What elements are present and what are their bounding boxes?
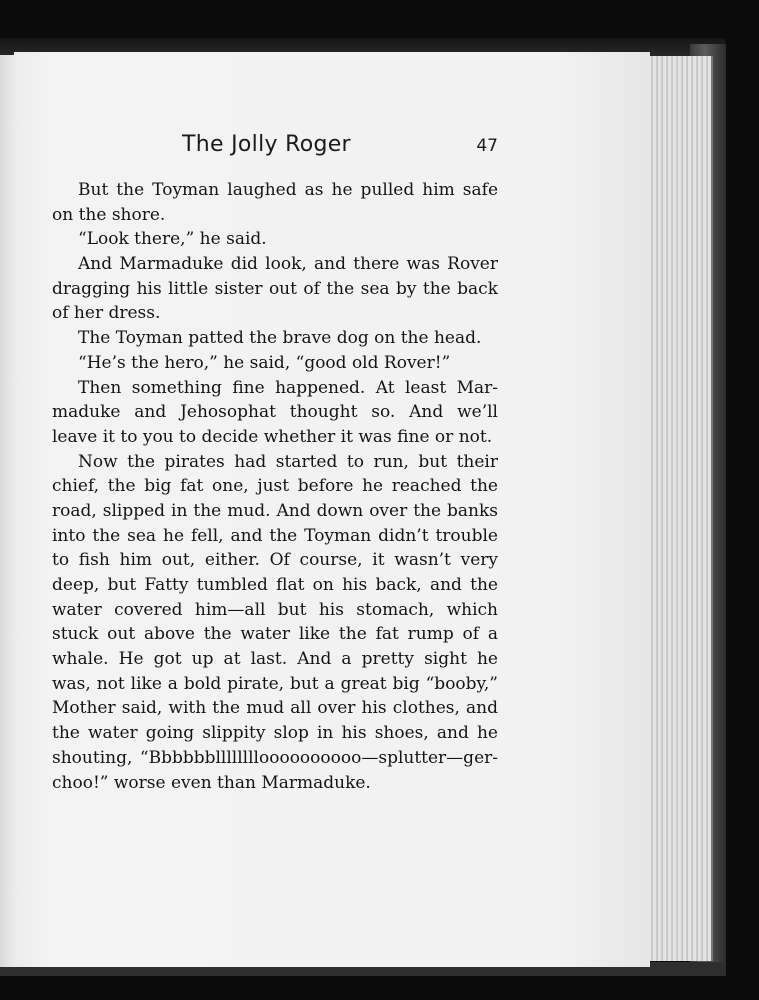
text-line: The Toyman patted the brave dog on the head. [78,328,482,349]
text-line: was, not like a bold pirate, but a great big “booby,” [52,673,498,694]
body-text [52,178,498,795]
text-line: to fish him out, either. Of course, it wasn’t very [52,550,498,571]
text-line: on the shore. [52,204,166,225]
text-line: And Marmaduke did look, and there was Rover [78,254,498,275]
text-line: shouting, “Bbbbbblllllllloooooooooo—splutter—ger- [52,747,498,768]
facing-page-edge [0,55,15,967]
text-line: But the Toyman laughed as he pulled him safe [78,180,498,200]
text-line: water covered him—all but his stomach, which [52,599,498,620]
text-line: Mother said, with the mud all over his clothes, and [52,698,498,719]
text-line: choo!” worse even than Marmaduke. [52,772,371,793]
text-line: of her dress. [52,303,161,324]
text-line: “He’s the hero,” he said, “good old Rover!” [78,352,451,373]
text-line: leave it to you to decide whether it was fine or not. [52,426,493,447]
page-edges [648,56,713,961]
text-line: whale. He got up at last. And a pretty sight he [52,649,498,670]
running-title: The Jolly Roger [182,132,351,157]
running-header [52,132,498,164]
text-line: into the sea he fell, and the Toyman didn’t trouble [52,525,498,546]
text-line: Now the pirates had started to run, but their [78,451,498,472]
text-line: “Look there,” he said. [78,229,267,250]
text-line: Then something fine happened. At least Mar- [78,377,498,398]
text-line: chief, the big fat one, just before he reached the [52,476,498,497]
text-line: stuck out above the water like the fat rump of a [52,624,498,645]
text-line: road, slipped in the mud. And down over the banks [52,500,498,521]
text-line: dragging his little sister out of the sea by the back [52,278,498,299]
text-line: deep, but Fatty tumbled flat on his back, and the [52,575,498,595]
text-line: the water going slippity slop in his shoes, and he [52,723,498,744]
text-line: maduke and Jehosophat thought so. And we’ll [52,402,498,423]
page-number: 47 [476,136,498,156]
